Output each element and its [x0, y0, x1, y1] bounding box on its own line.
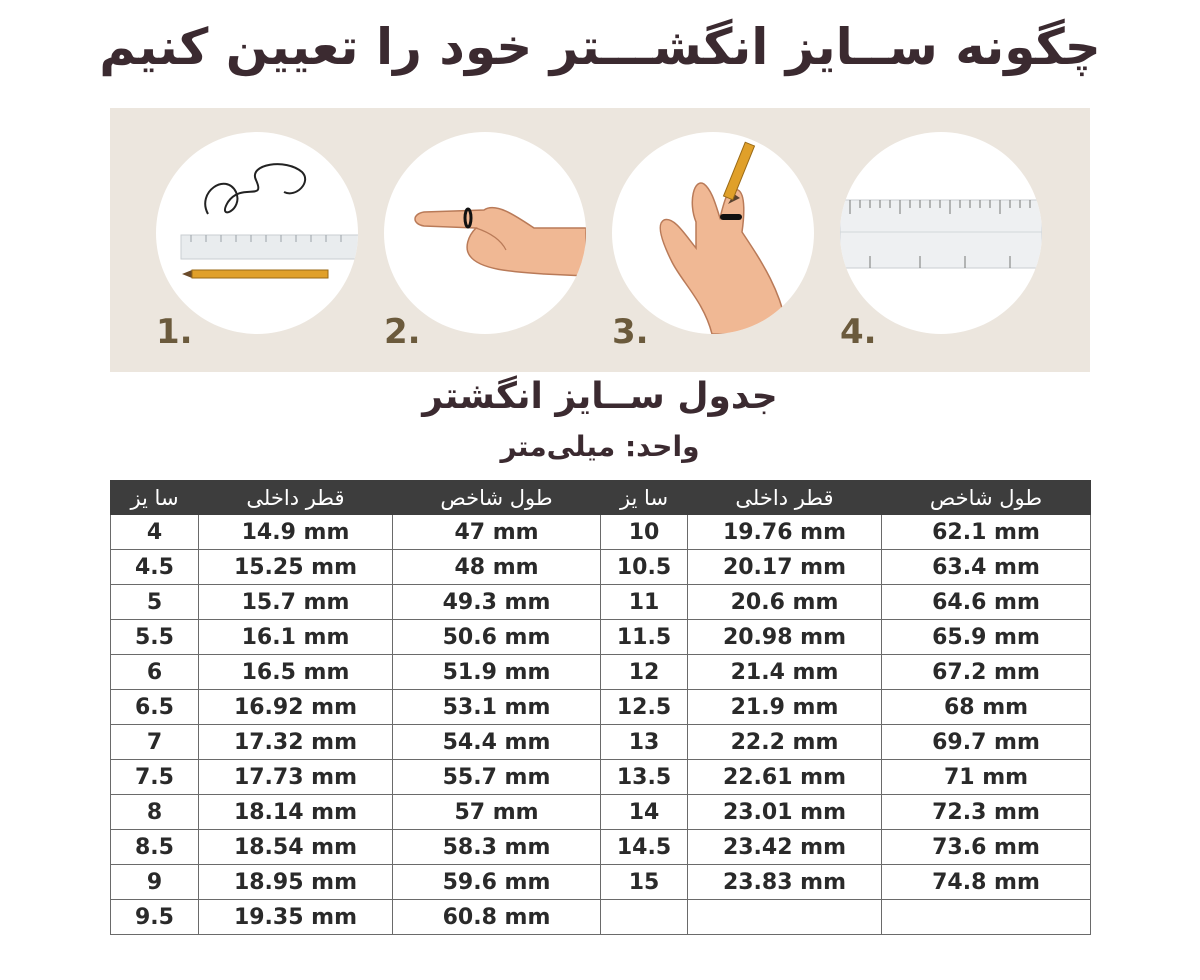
table-cell: 62.1 mm [882, 515, 1091, 550]
table-cell: 14.9 mm [199, 515, 393, 550]
step-number: 3. [612, 312, 649, 352]
table-cell: 8.5 [111, 830, 199, 865]
table-row [111, 690, 1091, 725]
table-cell: 65.9 mm [882, 620, 1091, 655]
table-cell: 15 [601, 865, 688, 900]
table-header-row [111, 481, 1091, 515]
table-cell: 22.61 mm [688, 760, 882, 795]
header-size: سا یز [111, 481, 199, 515]
finger-string-icon [384, 132, 586, 334]
table-cell: 55.7 mm [393, 760, 601, 795]
table-row [111, 865, 1091, 900]
table-cell: 8 [111, 795, 199, 830]
header-index-length: طول شاخص [882, 481, 1091, 515]
table-cell: 50.6 mm [393, 620, 601, 655]
table-cell: 5.5 [111, 620, 199, 655]
table-cell: 20.6 mm [688, 585, 882, 620]
unit-label: واحد: میلی‌متر [500, 430, 700, 463]
table-cell: 18.95 mm [199, 865, 393, 900]
table-row [111, 550, 1091, 585]
table-cell: 14.5 [601, 830, 688, 865]
table-row [111, 795, 1091, 830]
table-cell: 49.3 mm [393, 585, 601, 620]
table-cell: 11.5 [601, 620, 688, 655]
table-cell: 20.17 mm [688, 550, 882, 585]
table-cell [688, 900, 882, 935]
table-cell: 21.4 mm [688, 655, 882, 690]
table-cell: 71 mm [882, 760, 1091, 795]
step-number: 1. [156, 312, 193, 352]
table-cell: 63.4 mm [882, 550, 1091, 585]
table-cell: 9.5 [111, 900, 199, 935]
table-cell: 18.14 mm [199, 795, 393, 830]
ruler-measure-icon [840, 132, 1042, 334]
ring-size-table [110, 480, 1091, 935]
table-cell: 16.5 mm [199, 655, 393, 690]
header-inner-diameter: قطر داخلی [688, 481, 882, 515]
table-cell: 11 [601, 585, 688, 620]
table-cell: 10 [601, 515, 688, 550]
table-cell: 57 mm [393, 795, 601, 830]
table-cell: 6.5 [111, 690, 199, 725]
table-cell: 74.8 mm [882, 865, 1091, 900]
table-row [111, 655, 1091, 690]
table-row [111, 585, 1091, 620]
table-cell: 6 [111, 655, 199, 690]
table-row [111, 760, 1091, 795]
instruction-banner [110, 108, 1090, 372]
table-cell: 13 [601, 725, 688, 760]
step-2 [384, 132, 586, 352]
header-index-length: طول شاخص [393, 481, 601, 515]
table-cell: 19.35 mm [199, 900, 393, 935]
header-inner-diameter: قطر داخلی [199, 481, 393, 515]
table-cell: 73.6 mm [882, 830, 1091, 865]
table-cell: 15.25 mm [199, 550, 393, 585]
table-cell: 9 [111, 865, 199, 900]
table-cell: 16.92 mm [199, 690, 393, 725]
header-size: سا یز [601, 481, 688, 515]
page-title: چگونه ســایز انگشـــتر خود را تعیین کنیم [99, 18, 1101, 76]
table-cell: 4 [111, 515, 199, 550]
table-cell: 67.2 mm [882, 655, 1091, 690]
table-cell: 19.76 mm [688, 515, 882, 550]
table-cell: 23.42 mm [688, 830, 882, 865]
step-number: 2. [384, 312, 421, 352]
table-cell: 58.3 mm [393, 830, 601, 865]
table-row [111, 515, 1091, 550]
table-cell: 59.6 mm [393, 865, 601, 900]
table-cell: 7.5 [111, 760, 199, 795]
table-cell: 22.2 mm [688, 725, 882, 760]
table-cell: 14 [601, 795, 688, 830]
table-row [111, 620, 1091, 655]
table-cell: 72.3 mm [882, 795, 1091, 830]
table-cell: 54.4 mm [393, 725, 601, 760]
step-number: 4. [840, 312, 877, 352]
step-3 [612, 132, 814, 352]
table-cell: 13.5 [601, 760, 688, 795]
table-cell: 51.9 mm [393, 655, 601, 690]
table-cell: 18.54 mm [199, 830, 393, 865]
table-cell: 10.5 [601, 550, 688, 585]
table-cell: 17.32 mm [199, 725, 393, 760]
table-cell: 20.98 mm [688, 620, 882, 655]
table-body [111, 515, 1091, 935]
table-cell [882, 900, 1091, 935]
table-row [111, 725, 1091, 760]
table-cell: 53.1 mm [393, 690, 601, 725]
table-cell: 4.5 [111, 550, 199, 585]
table-cell: 64.6 mm [882, 585, 1091, 620]
table-cell: 47 mm [393, 515, 601, 550]
table-cell: 60.8 mm [393, 900, 601, 935]
table-title: جدول ســایز انگشتر [422, 376, 778, 417]
table-cell: 12 [601, 655, 688, 690]
table-cell [601, 900, 688, 935]
step-4 [840, 132, 1042, 352]
table-cell: 23.01 mm [688, 795, 882, 830]
table-cell: 7 [111, 725, 199, 760]
table-row [111, 900, 1091, 935]
step-1 [156, 132, 358, 352]
string-ruler-pencil-icon [156, 132, 358, 334]
table-cell: 48 mm [393, 550, 601, 585]
table-cell: 21.9 mm [688, 690, 882, 725]
table-row [111, 830, 1091, 865]
table-cell: 12.5 [601, 690, 688, 725]
table-cell: 69.7 mm [882, 725, 1091, 760]
table-cell: 23.83 mm [688, 865, 882, 900]
table-cell: 16.1 mm [199, 620, 393, 655]
table-cell: 17.73 mm [199, 760, 393, 795]
pencil-mark-icon [612, 132, 814, 334]
table-cell: 15.7 mm [199, 585, 393, 620]
table-cell: 5 [111, 585, 199, 620]
table-cell: 68 mm [882, 690, 1091, 725]
